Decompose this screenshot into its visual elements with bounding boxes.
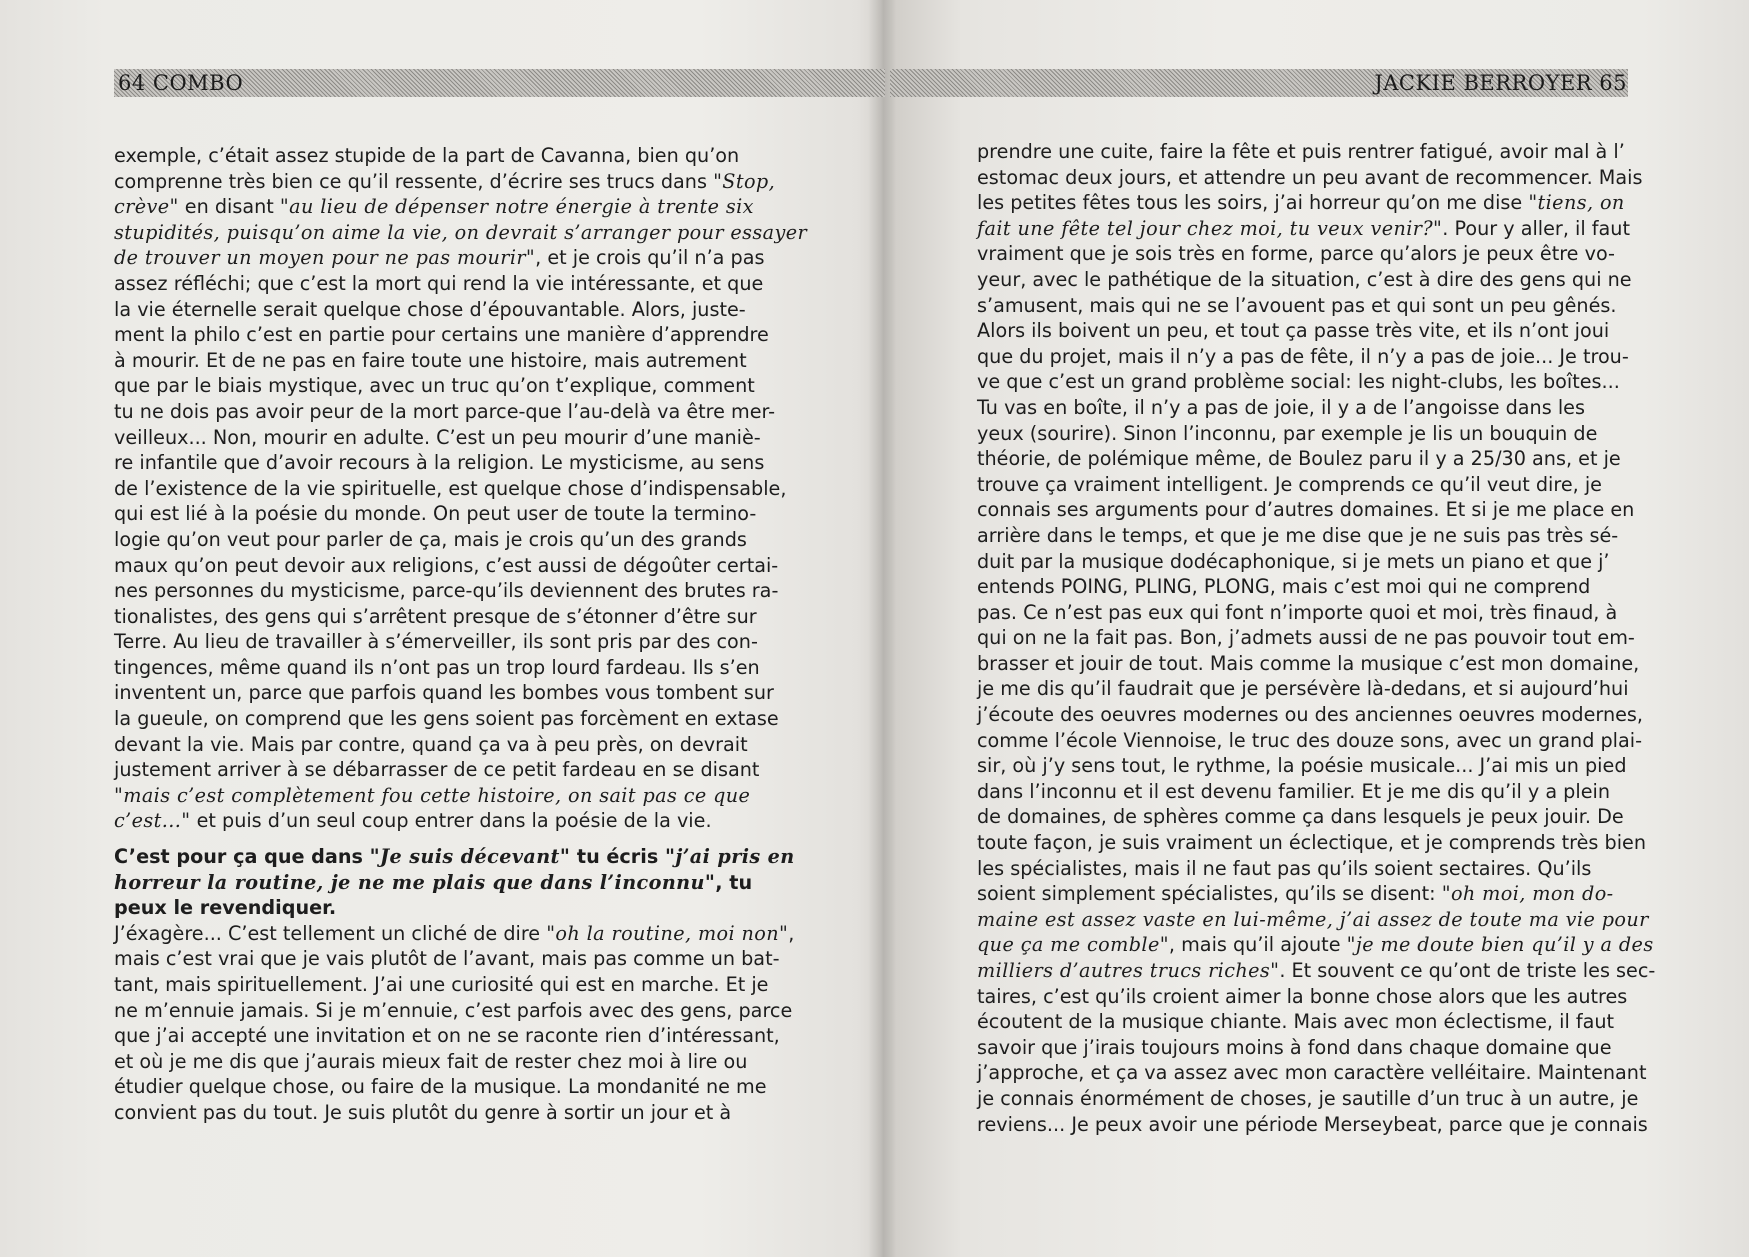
text-run: re infantile que d’avoir recours à la religion. Le mysticisme, au sens [114,451,765,475]
text-line [114,808,762,834]
text-run: estomac deux jours, et attendre un peu avant de recommencer. Mais [977,165,1643,189]
text-line [977,421,1632,447]
text-run: J’éxagère... C’est tellement un cliché de dire [114,921,547,945]
text-line [114,972,769,998]
text-run: qui on ne la fait pas. Bon, j’admets aussi de ne pas pouvoir tout em- [977,626,1635,650]
text-run: vraiment que je sois très en forme, parce qu’alors je peux être vo- [977,242,1615,266]
text-run: . Pour y aller, il faut [1442,216,1630,240]
text-run: . Et souvent ce qu’ont de triste les sec- [1279,959,1656,982]
right-running-header: JACKIE BERROYER 65 [1374,71,1627,95]
text-run: assez réfléchi; que c’est la mort qui rend la vie intéressante, et que [114,271,764,295]
text-line [114,921,795,947]
text-run: exemple, c’était assez stupide de la part de Cavanna, bien qu’on [114,144,740,167]
text-run: pas. Ce n’est pas eux qui font n’importe quoi et moi, très finaud, à [977,600,1618,624]
text-line [114,1049,762,1075]
text-run: que par le biais mystique, avec un truc qu’on t’explique, comment [114,374,755,398]
text-line [977,1060,1647,1086]
text-run: tingences, même quand ils n’ont pas un trop lourd fardeau. Ils s’en [114,655,760,679]
text-run: "Stop, [713,169,776,193]
text-line [977,574,1632,600]
text-run: la vie éternelle serait quelque chose d’épouvantable. Alors, juste- [114,297,746,321]
text-line [114,629,762,655]
text-run: qui est lié à la poésie du monde. On peut user de toute la termino- [114,502,757,526]
text-run: fait une fête tel jour chez moi, tu veux venir?" [977,216,1443,240]
text-line [114,501,762,527]
text-line [114,783,762,809]
left-body-text [114,143,808,1126]
text-line [977,625,1635,651]
text-line [114,297,762,323]
text-line [114,271,762,297]
text-run: "oh moi, mon do- [1441,882,1614,906]
text-run: en disant [178,195,280,219]
text-line [114,553,779,579]
text-line [114,476,787,502]
left-running-header: 64 COMBO [118,71,244,95]
text-line [114,1023,780,1049]
text-line [977,497,1635,523]
text-run: savoir que j’irais toujours moins à fond dans chaque domaine que [977,1035,1612,1059]
text-run: c’est..." [114,809,191,833]
text-run: yeur, avec le pathétique de la situation, c’est à dire des gens qui ne [977,267,1632,291]
text-line [977,1035,1632,1061]
right-page [890,0,1749,1257]
text-line [977,241,1632,267]
text-run: , et je crois qu’il n’a pas [535,246,765,270]
text-run: et où je me dis que j’aurais mieux fait de rester chez moi à lire ou [114,1049,748,1073]
text-run: "je me doute bien qu’il y a des [1346,933,1654,957]
text-line [977,907,1649,933]
text-run: veilleux... Non, mourir en adulte. C’est un peu mourir d’une maniè- [114,425,761,449]
text-line [977,881,1632,907]
text-line [977,369,1632,395]
text-run: et puis d’un seul coup entrer dans la poésie de la vie. [190,809,712,833]
text-line [977,216,1632,242]
text-line [114,998,793,1024]
text-line [977,779,1632,805]
right-body-text [977,139,1656,1137]
text-line [977,830,1646,856]
text-line [977,676,1632,702]
text-run: taires, c’est qu’ils croient aimer la bonne chose alors que les autres [977,984,1628,1008]
text-line [114,399,776,425]
text-line [114,870,762,896]
text-run: théorie, de polémique même, de Boulez paru il y a 25/30 ans, et je [977,447,1621,471]
text-run: de trouver un moyen pour ne pas mourir" [114,246,536,270]
text-run: yeux (sourire). Sinon l’inconnu, par exemple je lis un bouquin de [977,421,1598,445]
text-line [114,348,762,374]
text-run: dans l’inconnu et il est devenu familier. Et je me dis qu’il y a plein [977,779,1610,803]
text-run: ve que c’est un grand problème social: les night-clubs, les boîtes... [977,370,1620,394]
text-run: je connais énormément de choses, je sautille d’un truc à un autre, je [977,1086,1639,1110]
text-run: étudier quelque chose, ou faire de la musique. La mondanité ne me [114,1075,767,1099]
text-run: stupidités, puisqu’on aime la vie, on devrait s’arranger pour essayer [114,220,808,244]
text-run: s’amusent, mais qui ne se l’avouent pas et qui sont un peu gênés. [977,293,1617,317]
text-line [977,549,1632,575]
text-line [114,425,762,451]
text-run: j’approche, et ça va assez avec mon caractère velléitaire. Maintenant [977,1061,1647,1085]
text-run: logie qu’on veut pour parler de ça, mais je crois qu’un des grands [114,527,747,551]
text-run: horreur la routine, je ne me plais que dans l’inconnu" [114,870,716,894]
text-line [114,220,808,246]
text-run: justement arriver à se débarrasser de ce petit fardeau en se disant [114,758,760,782]
text-run: Tu vas en boîte, il n’y a pas de joie, il y a de l’angoisse dans les [977,395,1585,419]
text-run: entends POING, PLING, PLONG, mais c’est moi qui ne comprend [977,575,1591,599]
text-run: les petites fêtes tous les soirs, j’ai horreur qu’on me dise [977,191,1529,215]
text-run: que du projet, mais il n’y a pas de fête, il n’y a pas de joie... Je trou- [977,344,1629,368]
text-run: écoutent de la musique chiante. Mais avec mon éclectisme, il faut [977,1010,1615,1034]
text-run: la gueule, on comprend que les gens soient pas forcèment en extase [114,707,779,731]
text-run: "au lieu de dépenser notre énergie à trente six [279,195,754,219]
text-line [977,958,1656,984]
text-run: "Je suis décevant" [369,845,571,869]
text-run: inventent un, parce que parfois quand les bombes vous tombent sur [114,681,774,705]
text-line [977,1086,1639,1112]
text-run: j’écoute des oeuvres modernes ou des anciennes oeuvres modernes, [977,703,1644,727]
text-line [977,395,1632,421]
text-run: mais c’est vrai que je vais plutôt de l’avant, mais pas comme un bat- [114,947,780,971]
text-run: milliers d’autres trucs riches" [977,959,1280,982]
text-run: trouve ça vraiment intelligent. Je comprends ce qu’il veut dire, je [977,472,1602,496]
text-run: C’est pour ça que dans [114,845,370,869]
text-run: de domaines, de sphères comme ça dans lesquels je peux jouir. De [977,805,1624,829]
text-line [977,804,1632,830]
text-run: Alors ils boivent un peu, et tout ça passe très vite, et ils n’ont joui [977,319,1610,343]
text-run: , [788,921,795,945]
text-line [977,267,1632,293]
text-line [114,245,765,271]
text-run: maine est assez vaste en lui-même, j’ai assez de toute ma vie pour [977,907,1649,931]
text-run: peux le revendiquer. [114,896,337,920]
text-line [114,527,762,553]
text-run: convient pas du tout. Je suis plutôt du genre à sortir un jour et à [114,1100,732,1124]
text-run: ne m’ennuie jamais. Si je m’ennuie, c’est parfois avec des gens, parce [114,998,793,1022]
text-run: crève" [114,195,179,219]
text-line [977,139,1632,165]
text-run: Terre. Au lieu de travailler à s’émerveiller, ils sont pris par des con- [114,630,758,654]
text-line [977,165,1643,191]
text-run: reviens... Je peux avoir une période Merseybeat, parce que je connais [977,1112,1648,1136]
text-line [114,169,776,195]
text-line [977,1009,1632,1035]
text-run: brasser et jouir de tout. Mais comme la musique c’est mon domaine, [977,651,1640,675]
text-line [977,472,1632,498]
text-run: nes personnes du mysticisme, parce-qu’ils deviennent des brutes ra- [114,579,779,603]
text-run: à mourir. Et de ne pas en faire toute une histoire, mais autrement [114,348,747,372]
text-run: "j’ai pris en [664,845,795,869]
text-line [114,732,762,758]
text-run: maux qu’on peut devoir aux religions, c’est aussi de dégoûter certai- [114,553,779,577]
text-run: arrière dans le temps, et que je me dise que je ne suis pas très sé- [977,523,1619,547]
text-run: comprenne très bien ce qu’il ressente, d’écrire ses trucs dans [114,169,714,193]
text-run: que ça me comble" [977,933,1169,957]
text-run: duit par la musique dodécaphonique, si je mets un piano et que j’ [977,549,1610,573]
text-run: que j’ai accepté une invitation et on ne se raconte rien d’intéressant, [114,1024,780,1048]
text-run: , tu [715,870,753,894]
text-line [977,753,1632,779]
text-run: "tiens, on [1528,191,1625,215]
text-run: devant la vie. Mais par contre, quand ça va à peu près, on devrait [114,732,748,756]
text-run: je me dis qu’il faudrait que je persévère là-dedans, et si aujourd’hui [977,677,1629,701]
text-run: comme l’école Viennoise, le truc des douze sons, avec un grand plai- [977,728,1643,752]
text-line [114,373,762,399]
text-line [114,1100,762,1126]
text-line [114,680,774,706]
text-line [977,293,1632,319]
text-line [114,194,762,220]
text-line [114,143,762,169]
text-line [977,702,1644,728]
text-run: tant, mais spirituellement. J’ai une curiosité qui est en marche. Et je [114,973,769,996]
text-run: tu écris [570,845,665,869]
text-run: , mais qu’il ajoute [1168,933,1347,957]
text-line [114,450,765,476]
text-line [114,604,762,630]
text-run: soient simplement spécialistes, qu’ils se disent: [977,882,1442,906]
text-run: connais ses arguments pour d’autres domaines. Et si je me place en [977,498,1635,522]
text-line [114,578,779,604]
text-line [977,651,1640,677]
text-run: tu ne dois pas avoir peur de la mort parce-que l’au-delà va être mer- [114,399,776,423]
text-line [114,706,779,732]
text-line [977,728,1643,754]
text-run: de l’existence de la vie spirituelle, est quelque chose d’indispensable, [114,476,787,500]
text-run: sir, où j’y sens tout, le rythme, la poésie musicale... J’ai mis un pied [977,754,1627,778]
text-line [114,895,762,921]
text-line [114,655,762,681]
text-line [977,1112,1648,1138]
text-run: "mais c’est complètement fou cette histoire, on sait pas ce que [114,783,751,807]
text-line [977,446,1632,472]
text-line [977,523,1632,549]
text-line [114,757,762,783]
text-line [114,322,769,348]
text-run: toute façon, je suis vraiment un éclectique, et je comprends très bien [977,831,1646,855]
text-run: "oh la routine, moi non" [546,921,789,945]
text-line [977,344,1632,370]
text-line [977,856,1632,882]
text-run: ment la philo c’est en partie pour certains une manière d’apprendre [114,323,769,347]
text-line [977,600,1632,626]
text-line [977,932,1654,958]
text-line [114,946,780,972]
text-line [114,844,795,870]
text-run: prendre une cuite, faire la fête et puis rentrer fatigué, avoir mal à l’ [977,140,1625,163]
text-line [114,1074,767,1100]
text-line [977,318,1632,344]
text-line [977,190,1632,216]
text-run: tionalistes, des gens qui s’arrêtent presque de s’étonner d’être sur [114,604,757,628]
text-run: les spécialistes, mais il ne faut pas qu’ils soient sectaires. Qu’ils [977,856,1592,880]
text-line [977,984,1632,1010]
